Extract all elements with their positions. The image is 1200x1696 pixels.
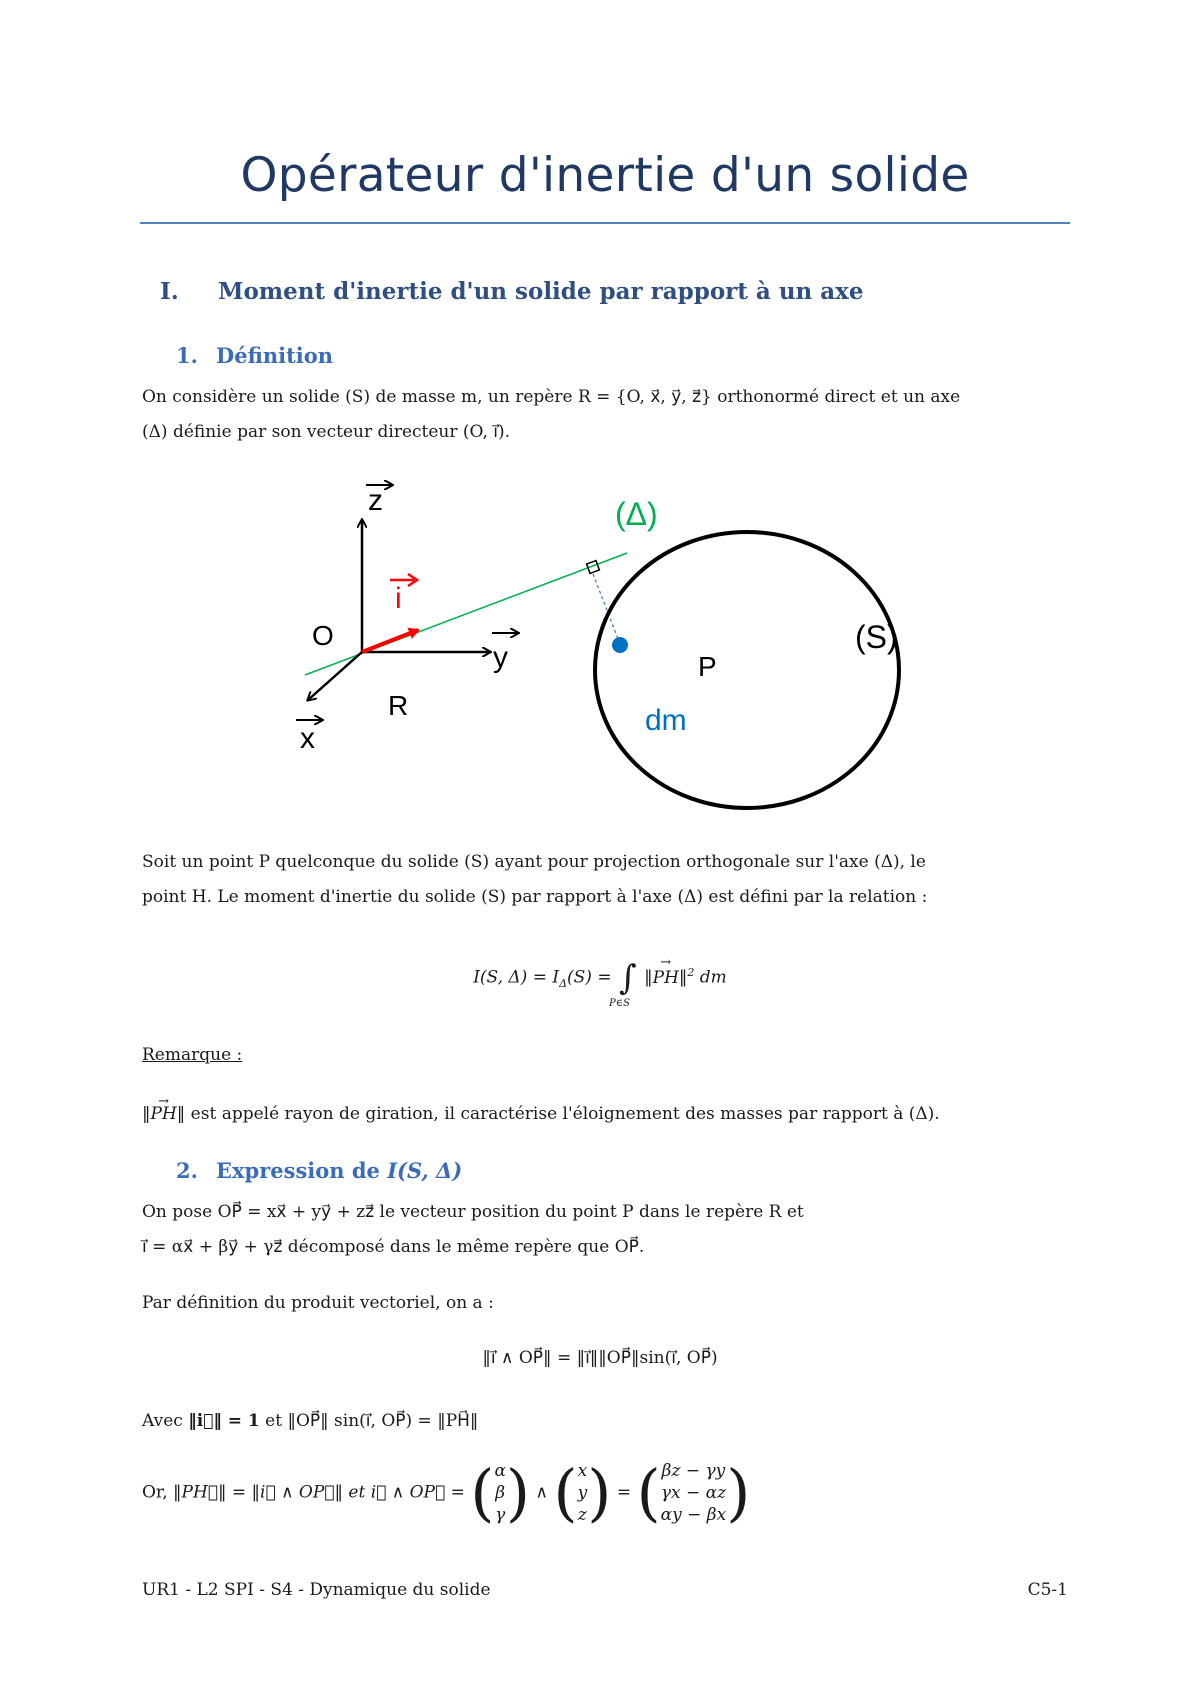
avec-math-1: ‖i⃗‖ = 1 bbox=[188, 1411, 260, 1431]
subsection-number: 2. bbox=[176, 1158, 198, 1183]
subsection-title-math: I(S, Δ) bbox=[387, 1158, 463, 1183]
point-p bbox=[612, 637, 628, 653]
i-vector bbox=[362, 630, 418, 652]
footer-page-ref: C5-1 bbox=[1027, 1580, 1068, 1600]
avec-prefix: Avec bbox=[142, 1411, 189, 1431]
origin-label: O bbox=[312, 620, 334, 651]
eq-right: dm bbox=[694, 967, 727, 988]
paragraph-position bbox=[142, 1195, 804, 1265]
matrix-paren-left: ( bbox=[470, 1456, 495, 1529]
subsection-heading-definition bbox=[176, 343, 333, 368]
x-label: x bbox=[300, 722, 315, 755]
paragraph-avec bbox=[142, 1404, 478, 1439]
delta-label: (Δ) bbox=[615, 496, 658, 532]
remark-text: est appelé rayon de giration, il caractérise l'éloignement des masses par rapport à (Δ). bbox=[185, 1104, 940, 1124]
integral-sign: ∫ P∈S bbox=[609, 958, 637, 1009]
z-label: z bbox=[368, 484, 383, 517]
remark-norm-vector: → PH bbox=[151, 1097, 177, 1132]
matrix-result bbox=[661, 1460, 727, 1526]
paragraph-line: On considère un solide (S) de masse m, un repère R = {O, x⃗, y⃗, z⃗} orthonormé direct et un axe bbox=[142, 387, 961, 407]
matrix-cell: α bbox=[494, 1461, 506, 1481]
inertia-figure bbox=[280, 470, 960, 830]
eq-mid: (S) = bbox=[567, 967, 617, 988]
or-math: ‖PH⃗‖ = ‖i⃗ ∧ OP⃗‖ et i⃗ ∧ OP⃗ = bbox=[173, 1482, 465, 1503]
frame-label: R bbox=[388, 690, 409, 721]
solid-label: (S) bbox=[855, 619, 898, 655]
x-axis bbox=[308, 652, 362, 700]
paragraph-line: (Δ) définie par son vecteur directeur (O, i⃗). bbox=[142, 422, 511, 442]
equals-symbol: = bbox=[616, 1482, 632, 1503]
matrix-cell: βz − γy bbox=[661, 1461, 726, 1481]
paragraph-line: point H. Le moment d'inertie du solide (S) par rapport à l'axe (Δ) est défini par la relation : bbox=[142, 887, 928, 907]
or-prefix: Or, bbox=[142, 1482, 174, 1503]
paragraph-projection bbox=[142, 845, 927, 915]
title-rule bbox=[140, 222, 1070, 224]
paragraph-definition bbox=[142, 380, 960, 450]
equation-cross-norm: ‖i⃗ ∧ OP⃗‖ = ‖i⃗‖‖OP⃗‖sin(i⃗, OP⃗) bbox=[482, 1348, 718, 1368]
wedge-symbol: ∧ bbox=[535, 1482, 548, 1503]
eq-left: I(S, Δ) = I bbox=[473, 967, 560, 988]
matrix-xyz bbox=[578, 1460, 588, 1526]
matrix-cell: x bbox=[577, 1461, 588, 1481]
projection-line bbox=[593, 574, 620, 644]
eq-subscript: Δ bbox=[559, 976, 568, 990]
matrix-cell: γ bbox=[495, 1505, 506, 1525]
delta-axis-line bbox=[305, 553, 627, 675]
subsection-title: Expression de bbox=[216, 1158, 388, 1183]
matrix-paren-right: ) bbox=[726, 1456, 751, 1529]
section-heading bbox=[160, 278, 864, 305]
paragraph-line: Soit un point P quelconque du solide (S) ayant pour projection orthogonale sur l'axe (Δ), le bbox=[142, 852, 926, 872]
i-label: i bbox=[395, 582, 402, 615]
section-number: I. bbox=[160, 278, 179, 305]
avec-mid: et bbox=[259, 1411, 288, 1431]
subsection-heading-expression bbox=[176, 1158, 462, 1183]
matrix-cell: z bbox=[577, 1505, 587, 1525]
paragraph-cross-product: Par définition du produit vectoriel, on a : bbox=[142, 1293, 494, 1313]
solid-outline bbox=[595, 532, 899, 808]
matrix-paren-right: ) bbox=[587, 1456, 612, 1529]
matrix-cell: β bbox=[495, 1483, 506, 1503]
matrix-paren-left: ( bbox=[553, 1456, 578, 1529]
eq-norm-vector: → PH bbox=[653, 968, 679, 988]
paragraph-line: i⃗ = αx⃗ + βy⃗ + γz⃗ décomposé dans le même repère que OP⃗. bbox=[142, 1237, 645, 1257]
point-p-label: P bbox=[698, 651, 717, 682]
matrix-cell: αy − βx bbox=[660, 1505, 727, 1525]
mass-element-label: dm bbox=[645, 704, 687, 737]
y-label: y bbox=[493, 641, 508, 674]
section-title: Moment d'inertie d'un solide par rapport à un axe bbox=[218, 278, 864, 305]
paragraph-or bbox=[142, 1456, 751, 1529]
avec-math-2: ‖OP⃗‖ sin(i⃗, OP⃗) = ‖PH⃗‖ bbox=[287, 1411, 479, 1431]
matrix-cell: y bbox=[577, 1483, 588, 1503]
matrix-paren-left: ( bbox=[636, 1456, 661, 1529]
equation-inertia-definition: I(S, $\Delta) = I_\Delta(S)$ = ∫ P∈S ‖→ PH‖$^2$ dm bbox=[0, 958, 1200, 998]
paragraph-line: On pose OP⃗ = xx⃗ + yy⃗ + zz⃗ le vecteur position du point P dans le repère R et bbox=[142, 1202, 804, 1222]
page-title: Opérateur d'inertie d'un solide bbox=[240, 148, 970, 203]
remark-label: Remarque : bbox=[142, 1045, 243, 1065]
subsection-number: 1. bbox=[176, 343, 198, 368]
eq-exponent: 2 bbox=[687, 965, 695, 979]
matrix-alpha bbox=[494, 1460, 505, 1526]
paragraph-remark: ‖→ PH‖ est appelé rayon de giration, il caractérise l'éloignement des masses par rapport à (Δ). bbox=[142, 1097, 940, 1132]
matrix-paren-right: ) bbox=[505, 1456, 531, 1529]
footer-course: UR1 - L2 SPI - S4 - Dynamique du solide bbox=[142, 1580, 491, 1600]
integral-subscript: P∈S bbox=[609, 998, 630, 1009]
matrix-cell: γx − αz bbox=[660, 1483, 727, 1503]
subsection-title: Définition bbox=[216, 343, 334, 368]
